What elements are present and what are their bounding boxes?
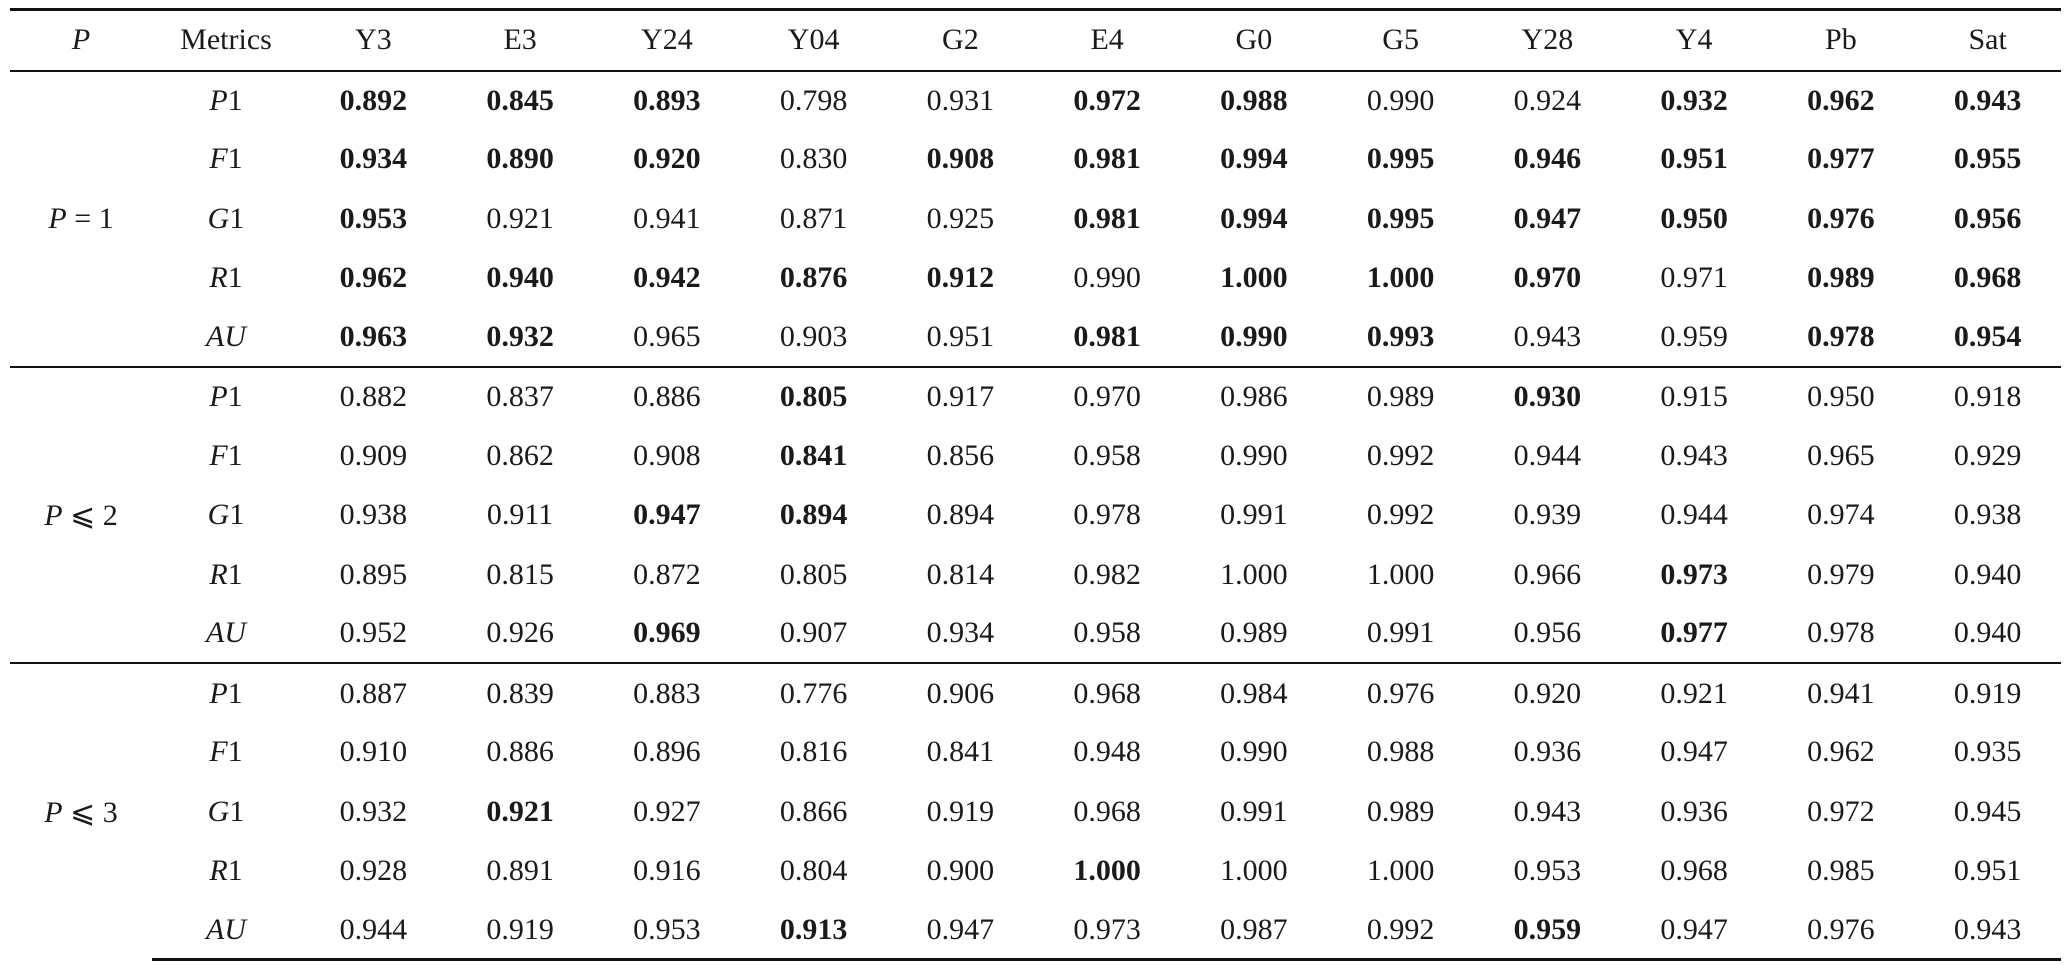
value-cell: 0.979 [1807, 557, 1875, 591]
value-cell: 0.981 [1073, 201, 1141, 235]
value-cell: 0.927 [633, 794, 701, 828]
group-label-condition: ⩽ 3 [62, 795, 118, 829]
value-cell: 0.962 [1768, 71, 1915, 130]
value-cell: 0.856 [926, 438, 995, 472]
value-cell: 0.907 [779, 616, 848, 650]
value-cell: 0.968 [1953, 261, 2022, 295]
value-cell: 0.882 [300, 367, 447, 426]
value-cell: 0.992 [1366, 438, 1435, 472]
value-cell: 0.871 [779, 201, 848, 235]
value-cell: 0.989 [1327, 367, 1474, 426]
metric-letter: F [209, 438, 228, 472]
value-cell: 0.929 [1953, 438, 2022, 472]
metric-label [152, 71, 300, 130]
table-header [10, 10, 2061, 71]
value-cell: 0.963 [339, 319, 408, 353]
header-column: Y4 [1621, 10, 1768, 71]
metric-letter: P [209, 380, 228, 414]
value-cell: 0.951 [1953, 854, 2022, 887]
value-cell: 0.805 [740, 367, 887, 426]
value-cell: 0.990 [1220, 319, 1288, 353]
value-cell: 0.978 [1807, 616, 1875, 650]
value-cell: 0.936 [1660, 794, 1728, 828]
value-cell: 0.941 [633, 201, 701, 235]
value-cell: 0.992 [1366, 498, 1435, 532]
value-cell: 0.895 [339, 557, 408, 591]
value-cell: 0.962 [1807, 735, 1875, 769]
value-cell: 0.968 [1034, 663, 1181, 722]
value-cell: 0.959 [1660, 319, 1728, 353]
header-column: Y04 [740, 10, 887, 71]
group-label [10, 71, 152, 367]
value-cell: 0.969 [633, 616, 701, 650]
value-cell: 0.924 [1474, 71, 1621, 130]
value-cell: 0.947 [1513, 201, 1582, 235]
metric-label [152, 723, 300, 782]
metric-letter: R [209, 261, 228, 295]
value-cell: 0.976 [1768, 901, 1915, 960]
value-cell: 0.921 [1621, 663, 1768, 722]
value-cell: 0.939 [1513, 498, 1582, 532]
table-row [10, 189, 2061, 248]
value-cell: 0.953 [339, 201, 408, 235]
header-column: Y28 [1474, 10, 1621, 71]
value-cell: 0.966 [1513, 557, 1582, 591]
value-cell: 0.911 [486, 498, 554, 532]
group-label-variable: P [44, 795, 63, 829]
header-column: E3 [447, 10, 594, 71]
metric-letter: AU [206, 319, 246, 353]
value-cell: 0.989 [1807, 261, 1875, 295]
value-cell: 0.947 [1660, 735, 1728, 769]
metric-suffix: 1 [227, 438, 243, 472]
value-cell: 0.913 [740, 901, 887, 960]
value-cell: 0.956 [1953, 201, 2022, 235]
metric-suffix: 1 [229, 498, 245, 532]
value-cell: 0.951 [926, 319, 995, 353]
value-cell: 0.883 [594, 663, 741, 722]
value-cell: 0.943 [1914, 901, 2061, 960]
value-cell: 0.973 [1034, 901, 1181, 960]
value-cell: 0.841 [926, 735, 995, 769]
metric-label [152, 367, 300, 426]
value-cell: 0.943 [1914, 71, 2061, 130]
value-cell: 0.830 [779, 142, 848, 176]
value-cell: 0.950 [1660, 201, 1728, 235]
header-column: G2 [887, 10, 1034, 71]
group-label-condition: ⩽ 2 [62, 498, 118, 532]
table-row [10, 248, 2061, 307]
metrics-table [10, 8, 2061, 961]
value-cell: 0.989 [1366, 794, 1435, 828]
value-cell: 0.921 [486, 794, 554, 828]
value-cell: 0.915 [1621, 367, 1768, 426]
value-cell: 0.943 [1513, 319, 1582, 353]
value-cell: 0.994 [1220, 142, 1288, 176]
metric-letter: G [207, 794, 230, 828]
value-cell: 0.900 [926, 854, 995, 887]
value-cell: 0.945 [1953, 794, 2022, 828]
value-cell: 0.866 [779, 794, 848, 828]
group-label-variable: P [48, 201, 67, 235]
value-cell: 0.987 [1181, 901, 1328, 960]
value-cell: 0.921 [486, 201, 554, 235]
value-cell: 0.990 [1073, 261, 1141, 295]
metric-letter: G [207, 201, 230, 235]
value-cell: 0.845 [447, 71, 594, 130]
value-cell: 0.955 [1953, 142, 2022, 176]
group-p-le-3 [10, 663, 2061, 959]
metric-label [152, 130, 300, 189]
table-row [10, 71, 2061, 130]
value-cell: 0.814 [926, 557, 995, 591]
value-cell: 1.000 [1366, 854, 1435, 887]
metric-label [152, 426, 300, 485]
value-cell: 0.965 [633, 319, 701, 353]
value-cell: 0.894 [779, 498, 848, 532]
value-cell: 0.886 [486, 735, 554, 769]
table-row [10, 545, 2061, 604]
value-cell: 0.994 [1220, 201, 1288, 235]
value-cell: 0.876 [779, 261, 848, 295]
metric-letter: F [209, 142, 228, 176]
value-cell: 0.971 [1660, 261, 1728, 295]
group-label-variable: P [44, 498, 63, 532]
value-cell: 0.894 [926, 498, 995, 532]
value-cell: 0.887 [300, 663, 447, 722]
table-row [10, 841, 2061, 900]
value-cell: 0.908 [633, 438, 701, 472]
header-column: Y24 [594, 10, 741, 71]
value-cell: 0.954 [1953, 319, 2022, 353]
header-p: P [10, 10, 152, 71]
value-cell: 0.985 [1807, 854, 1875, 887]
value-cell: 0.977 [1660, 616, 1728, 650]
value-cell: 0.944 [1513, 438, 1582, 472]
metric-suffix: 1 [227, 735, 243, 769]
value-cell: 0.841 [779, 438, 848, 472]
value-cell: 0.862 [486, 438, 554, 472]
value-cell: 0.986 [1181, 367, 1328, 426]
value-cell: 0.919 [926, 794, 995, 828]
value-cell: 0.946 [1513, 142, 1582, 176]
header-column: G0 [1181, 10, 1328, 71]
value-cell: 0.893 [594, 71, 741, 130]
table-row [10, 130, 2061, 189]
value-cell: 0.974 [1807, 498, 1875, 532]
value-cell: 0.947 [1621, 901, 1768, 960]
group-label [10, 367, 152, 663]
value-cell: 0.988 [1181, 71, 1328, 130]
metric-label [152, 189, 300, 248]
value-cell: 1.000 [1366, 557, 1435, 591]
value-cell: 0.935 [1953, 735, 2022, 769]
value-cell: 0.938 [339, 498, 408, 532]
header-column: Y3 [300, 10, 447, 71]
metric-suffix: 1 [227, 854, 243, 887]
value-cell: 0.958 [1073, 438, 1141, 472]
value-cell: 0.952 [339, 616, 408, 650]
value-cell: 1.000 [1366, 261, 1435, 295]
value-cell: 0.995 [1366, 142, 1435, 176]
value-cell: 0.965 [1807, 438, 1875, 472]
value-cell: 0.982 [1073, 557, 1141, 591]
value-cell: 0.972 [1807, 794, 1875, 828]
value-cell: 0.837 [447, 367, 594, 426]
value-cell: 0.942 [633, 261, 701, 295]
table-row [10, 782, 2061, 841]
value-cell: 0.940 [486, 261, 554, 295]
value-cell: 0.968 [1073, 794, 1141, 828]
value-cell: 0.804 [779, 854, 848, 887]
value-cell: 0.916 [633, 854, 701, 887]
value-cell: 0.947 [887, 901, 1034, 960]
value-cell: 0.947 [633, 498, 701, 532]
value-cell: 0.991 [1220, 794, 1288, 828]
header-column: Sat [1914, 10, 2061, 71]
metric-letter: AU [206, 616, 246, 650]
value-cell: 0.798 [740, 71, 887, 130]
header-column: G5 [1327, 10, 1474, 71]
metric-letter: R [209, 557, 228, 591]
metric-suffix: 1 [227, 142, 243, 176]
metric-letter: AU [206, 912, 246, 946]
value-cell: 1.000 [1073, 854, 1141, 887]
value-cell: 0.920 [1474, 663, 1621, 722]
value-cell: 0.991 [1220, 498, 1288, 532]
value-cell: 0.928 [339, 854, 408, 887]
value-cell: 0.886 [594, 367, 741, 426]
value-cell: 0.959 [1474, 901, 1621, 960]
value-cell: 0.892 [300, 71, 447, 130]
value-cell: 0.990 [1220, 438, 1288, 472]
value-cell: 0.912 [926, 261, 995, 295]
value-cell: 0.990 [1327, 71, 1474, 130]
header-row [10, 10, 2061, 71]
value-cell: 0.962 [339, 261, 408, 295]
value-cell: 0.936 [1513, 735, 1582, 769]
value-cell: 0.938 [1953, 498, 2022, 532]
value-cell: 0.978 [1807, 319, 1875, 353]
value-cell: 0.944 [300, 901, 447, 960]
header-column: Pb [1768, 10, 1915, 71]
value-cell: 0.976 [1807, 201, 1875, 235]
metric-letter: R [209, 854, 228, 887]
value-cell: 0.925 [926, 201, 995, 235]
metric-label [152, 901, 300, 960]
value-cell: 0.968 [1660, 854, 1728, 887]
value-cell: 0.934 [339, 142, 408, 176]
value-cell: 0.890 [486, 142, 554, 176]
value-cell: 0.981 [1073, 142, 1141, 176]
value-cell: 0.917 [887, 367, 1034, 426]
value-cell: 0.953 [1513, 854, 1582, 887]
metric-suffix: 1 [229, 794, 245, 828]
metric-label [152, 545, 300, 604]
metric-label [152, 841, 300, 900]
metric-letter: P [209, 83, 228, 117]
value-cell: 0.931 [887, 71, 1034, 130]
metric-suffix: 1 [227, 676, 243, 710]
value-cell: 0.918 [1914, 367, 2061, 426]
value-cell: 0.956 [1513, 616, 1582, 650]
value-cell: 0.992 [1327, 901, 1474, 960]
metric-letter: P [209, 676, 228, 710]
value-cell: 0.776 [740, 663, 887, 722]
metric-label [152, 486, 300, 545]
value-cell: 0.958 [1073, 616, 1141, 650]
metric-letter: G [207, 498, 230, 532]
value-cell: 0.934 [926, 616, 995, 650]
header-metrics: Metrics [152, 10, 300, 71]
value-cell: 0.932 [1621, 71, 1768, 130]
value-cell: 0.940 [1953, 557, 2022, 591]
metric-label [152, 308, 300, 367]
value-cell: 1.000 [1220, 261, 1288, 295]
value-cell: 0.941 [1768, 663, 1915, 722]
table-row [10, 663, 2061, 722]
value-cell: 0.932 [486, 319, 554, 353]
metric-suffix: 1 [227, 557, 243, 591]
value-cell: 0.805 [779, 557, 848, 591]
value-cell: 0.896 [633, 735, 701, 769]
value-cell: 0.993 [1366, 319, 1435, 353]
value-cell: 0.948 [1073, 735, 1141, 769]
value-cell: 0.930 [1474, 367, 1621, 426]
value-cell: 0.995 [1366, 201, 1435, 235]
value-cell: 1.000 [1220, 854, 1288, 887]
header-column: E4 [1034, 10, 1181, 71]
value-cell: 0.977 [1807, 142, 1875, 176]
group-label-condition: = 1 [66, 201, 114, 235]
value-cell: 0.984 [1181, 663, 1328, 722]
value-cell: 0.906 [887, 663, 1034, 722]
group-label [10, 663, 152, 959]
metric-label [152, 663, 300, 722]
value-cell: 0.910 [339, 735, 408, 769]
metric-label [152, 782, 300, 841]
value-cell: 0.981 [1073, 319, 1141, 353]
value-cell: 0.940 [1953, 616, 2022, 650]
metric-suffix: 1 [227, 261, 243, 295]
metric-label [152, 604, 300, 663]
value-cell: 0.970 [1034, 367, 1181, 426]
metric-label [152, 248, 300, 307]
table-row [10, 367, 2061, 426]
value-cell: 0.953 [594, 901, 741, 960]
value-cell: 0.950 [1768, 367, 1915, 426]
metric-suffix: 1 [227, 83, 243, 117]
value-cell: 0.978 [1073, 498, 1141, 532]
table-row [10, 901, 2061, 960]
value-cell: 0.973 [1660, 557, 1728, 591]
value-cell: 0.815 [486, 557, 554, 591]
value-cell: 1.000 [1220, 557, 1288, 591]
group-p-eq-1 [10, 71, 2061, 367]
metric-letter: F [209, 735, 228, 769]
value-cell: 0.972 [1034, 71, 1181, 130]
metric-suffix: 1 [227, 380, 243, 414]
value-cell: 0.872 [633, 557, 701, 591]
table-row [10, 308, 2061, 367]
value-cell: 0.944 [1660, 498, 1728, 532]
value-cell: 0.839 [447, 663, 594, 722]
value-cell: 0.816 [779, 735, 848, 769]
value-cell: 0.943 [1513, 794, 1582, 828]
table-row [10, 486, 2061, 545]
value-cell: 0.989 [1220, 616, 1288, 650]
table-row [10, 604, 2061, 663]
value-cell: 0.919 [447, 901, 594, 960]
group-p-le-2 [10, 367, 2061, 663]
value-cell: 0.919 [1914, 663, 2061, 722]
value-cell: 0.988 [1366, 735, 1435, 769]
value-cell: 0.943 [1660, 438, 1728, 472]
results-table-container [10, 8, 2061, 961]
value-cell: 0.951 [1660, 142, 1728, 176]
value-cell: 0.990 [1220, 735, 1288, 769]
metric-suffix: 1 [229, 201, 245, 235]
value-cell: 0.903 [779, 319, 848, 353]
value-cell: 0.920 [633, 142, 701, 176]
value-cell: 0.891 [486, 854, 554, 887]
value-cell: 0.932 [339, 794, 408, 828]
value-cell: 0.970 [1513, 261, 1582, 295]
value-cell: 0.909 [339, 438, 408, 472]
table-row [10, 723, 2061, 782]
table-row [10, 426, 2061, 485]
value-cell: 0.991 [1366, 616, 1435, 650]
value-cell: 0.908 [926, 142, 995, 176]
value-cell: 0.976 [1327, 663, 1474, 722]
value-cell: 0.926 [486, 616, 554, 650]
